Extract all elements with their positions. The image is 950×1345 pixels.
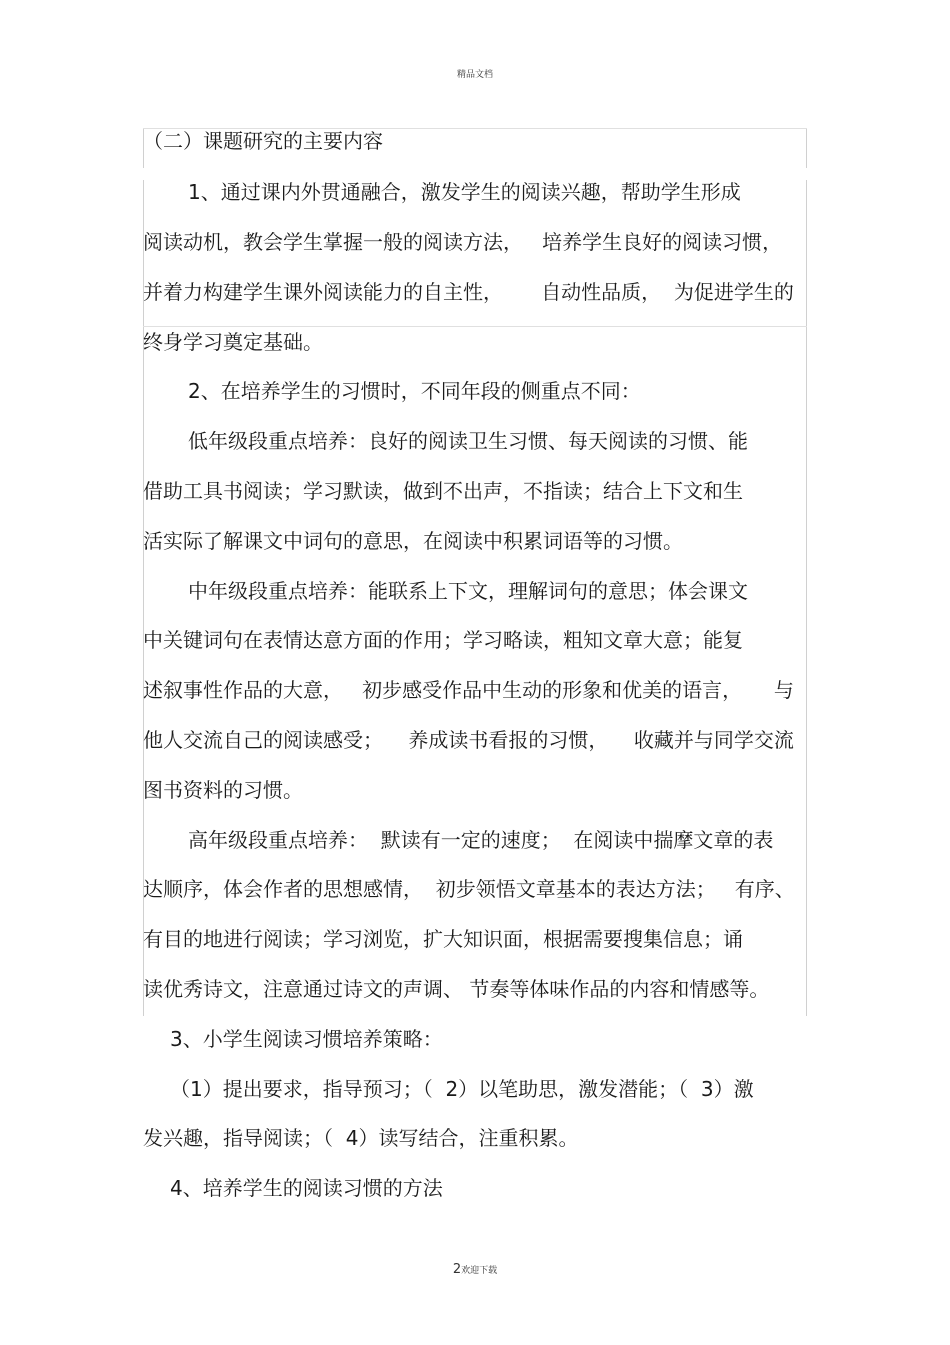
footer-text: 欢迎下载 bbox=[461, 1266, 498, 1276]
text-line: 终身学习奠定基础。 bbox=[143, 330, 323, 354]
text-line: 并着力构建学生课外阅读能力的自主性， 自动性品质， 为促进学生的 bbox=[143, 280, 794, 304]
text-line: 1、通过课内外贯通融合，激发学生的阅读兴趣，帮助学生形成 bbox=[188, 180, 741, 204]
text-line: 3、小学生阅读习惯培养策略： bbox=[170, 1027, 443, 1051]
text-line: 达顺序，体会作者的思想感情， 初步领悟文章基本的表达方法； 有序、 bbox=[143, 877, 795, 901]
text-line: 中关键词句在表情达意方面的作用；学习略读，粗知文章大意；能复 bbox=[143, 628, 743, 652]
page-footer bbox=[0, 1262, 950, 1277]
text-line: 发兴趣，指导阅读；（ 4）读写结合，注重积累。 bbox=[143, 1126, 579, 1150]
text-line: 他人交流自己的阅读感受； 养成读书看报的习惯， 收藏并与同学交流 bbox=[143, 728, 794, 752]
page-header: 精品文档 bbox=[456, 70, 493, 80]
text-line: （1）提出要求，指导预习；（ 2）以笔助思，激发潜能；（ 3）激 bbox=[170, 1077, 754, 1101]
text-line: 中年级段重点培养：能联系上下文，理解词句的意思；体会课文 bbox=[188, 579, 748, 603]
text-line: 读优秀诗文，注意通过诗文的声调、 节奏等体味作品的内容和情感等。 bbox=[143, 977, 770, 1001]
text-line: 低年级段重点培养：良好的阅读卫生习惯、每天阅读的习惯、能 bbox=[188, 429, 748, 453]
text-line: 4、培养学生的阅读习惯的方法 bbox=[170, 1176, 443, 1200]
text-line: 2、在培养学生的习惯时，不同年段的侧重点不同： bbox=[188, 379, 641, 403]
section-heading: （二）课题研究的主要内容 bbox=[143, 129, 383, 153]
text-line: 有目的地进行阅读；学习浏览，扩大知识面，根据需要搜集信息；诵 bbox=[143, 927, 743, 951]
text-line: 高年级段重点培养： 默读有一定的速度； 在阅读中揣摩文章的表 bbox=[188, 828, 774, 852]
page-number: 2 bbox=[452, 1262, 462, 1277]
text-line: 图书资料的习惯。 bbox=[143, 778, 303, 802]
text-line: 述叙事性作品的大意， 初步感受作品中生动的形象和优美的语言， 与 bbox=[143, 678, 794, 702]
text-line: 阅读动机，教会学生掌握一般的阅读方法， 培养学生良好的阅读习惯， bbox=[143, 230, 783, 254]
text-line: 借助工具书阅读；学习默读，做到不出声，不指读；结合上下文和生 bbox=[143, 479, 743, 503]
text-line: 活实际了解课文中词句的意思，在阅读中积累词语等的习惯。 bbox=[143, 529, 683, 553]
